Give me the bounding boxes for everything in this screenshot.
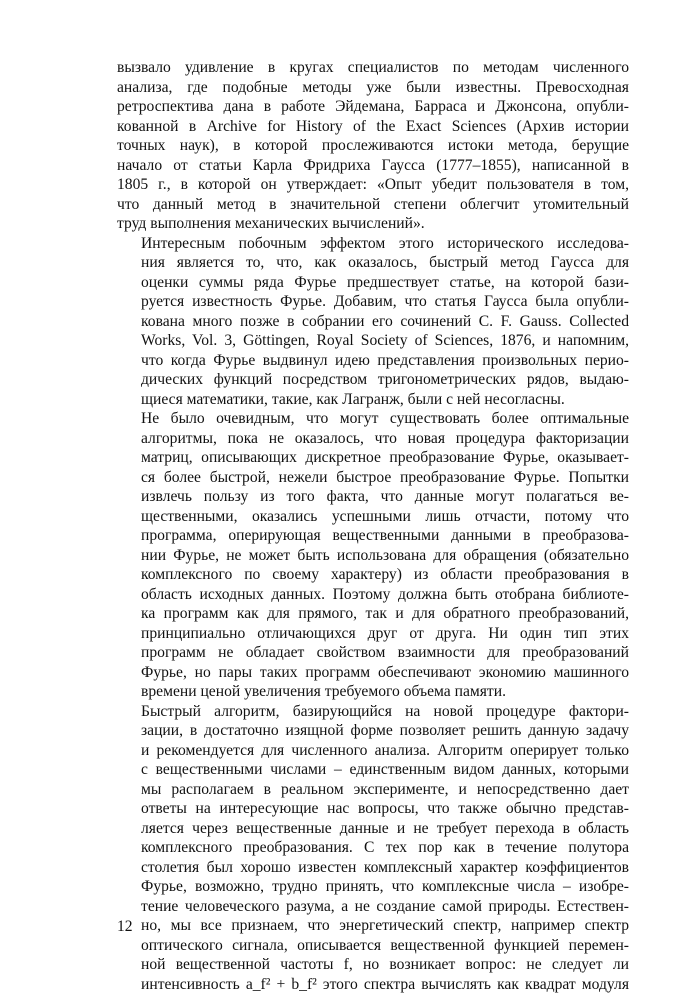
- text-line: ной вещественной частоты f, но возникает вопрос: не следует ли: [141, 956, 629, 973]
- text-line: что когда Фурье выдвинул идею представления произвольных перио-: [141, 351, 629, 369]
- text-line: руется известность Фурье. Добавим, что статья Гаусса была опубли-: [141, 293, 629, 310]
- page-number: 12: [117, 918, 133, 935]
- text-line: матриц, описывающих дискретное преобразование Фурье, оказывает-: [141, 449, 629, 466]
- text-line: ляется через вещественные данные и не требует перехода в область: [141, 819, 629, 837]
- text-line: что данный метод в значительной степени облегчит утомительный: [117, 195, 629, 213]
- text-line: оптического сигнала, описывается вещественной функцией перемен-: [141, 936, 629, 954]
- text-line: и рекомендуется для численного анализа. Алгоритм оперирует только: [141, 741, 629, 759]
- text-line: тение человеческого разума, а не создание самой природы. Естествен-: [141, 897, 629, 915]
- text-line: алгоритмы, пока не оказалось, что новая процедура факторизации: [141, 429, 629, 447]
- text-line: точных наук), в которой прослеживаются истоки метода, берущие: [117, 137, 629, 154]
- text-line: ся более быстрой, нежели быстрое преобразование Фурье. Попытки: [141, 468, 629, 486]
- text-line: кована много позже в собрании его сочинений C. F. Gauss. Collected: [141, 312, 629, 330]
- text-line: 1805 г., в которой он утверждает: «Опыт убедит пользователя в том,: [117, 176, 629, 193]
- text-line: начало от статьи Карла Фридриха Гаусса (1777–1855), написанной в: [117, 156, 629, 174]
- text-line: ния является то, что, как оказалось, быстрый метод Гаусса для: [141, 254, 629, 271]
- text-line: кованной в Archive for History of the Exact Sciences (Архив истории: [117, 117, 629, 135]
- text-line: комплексного по своему характеру) из области преобразования в: [141, 566, 629, 583]
- text-line: программ не обладает свойством взаимности для преобразований: [141, 644, 629, 661]
- text-line: дических функций посредством тригонометрических рядов, выдаю-: [141, 371, 629, 388]
- text-line: ретроспектива дана в работе Эйдемана, Барраса и Джонсона, опубли-: [117, 98, 629, 115]
- text-line: Фурье, возможно, трудно принять, что комплексные числа – изобре-: [141, 878, 629, 895]
- text-line: ка программ как для прямого, так и для обратного преобразований,: [141, 605, 629, 622]
- body-text: [117, 58, 629, 994]
- paragraph-2: [117, 234, 629, 410]
- paragraph-1: [117, 58, 629, 234]
- text-line: извлечь пользу из того факта, что данные могут полагаться ве-: [141, 488, 629, 505]
- text-line: программа, оперирующая вещественными данными в преобразова-: [141, 527, 629, 544]
- text-line: Интересным побочным эффектом этого исторического исследова-: [141, 234, 629, 252]
- text-line: Быстрый алгоритм, базирующийся на новой процедуре фактори-: [141, 702, 629, 720]
- text-line: зации, в достаточно изящной форме позволяет решить данную задачу: [141, 722, 629, 739]
- text-line: область исходных данных. Поэтому должна быть отобрана библиоте-: [141, 585, 629, 603]
- text-line: труд выполнения механических вычислений».: [117, 215, 425, 232]
- text-line: с вещественными числами – единственным видом данных, которыми: [141, 761, 629, 778]
- text-line: анализа, где подобные методы уже были известны. Превосходная: [117, 78, 629, 96]
- text-line: мы располагаем в реальном эксперименте, и непосредственно дает: [141, 780, 629, 798]
- text-line: но, мы все признаем, что энергетический спектр, например спектр: [141, 917, 629, 934]
- text-line: столетия был хорошо известен комплексный характер коэффициентов: [141, 858, 629, 876]
- paragraph-4: [117, 702, 629, 995]
- text-line: интенсивность a_f² + b_f² этого спектра вычислять как квадрат модуля: [141, 975, 629, 993]
- paragraph-3: [117, 409, 629, 702]
- text-line: Фурье, но пары таких программ обеспечивают экономию машинного: [141, 663, 629, 681]
- text-line: Не было очевидным, что могут существовать более оптимальные: [141, 410, 629, 427]
- text-line: времени ценой увеличения требуемого объема памяти.: [141, 683, 506, 700]
- text-line: щиеся математики, такие, как Лагранж, были с ней несогласны.: [141, 390, 565, 408]
- text-line: вызвало удивление в кругах специалистов по методам численного: [117, 59, 629, 76]
- text-line: Works, Vol. 3, Göttingen, Royal Society of Sciences, 1876, и напомним,: [141, 332, 629, 349]
- text-line: принципиально отличающихся друг от друга. Ни один тип этих: [141, 624, 629, 642]
- text-line: комплексного преобразования. С тех пор как в течение полутора: [141, 839, 629, 856]
- text-line: нии Фурье, не может быть использована для обращения (обязательно: [141, 546, 629, 564]
- text-line: щественными, оказались успешными лишь отчасти, потому что: [141, 507, 629, 525]
- text-line: оценки суммы ряда Фурье предшествует статье, на которой бази-: [141, 273, 629, 291]
- text-line: ответы на интересующие нас вопросы, что также обычно представ-: [141, 800, 629, 817]
